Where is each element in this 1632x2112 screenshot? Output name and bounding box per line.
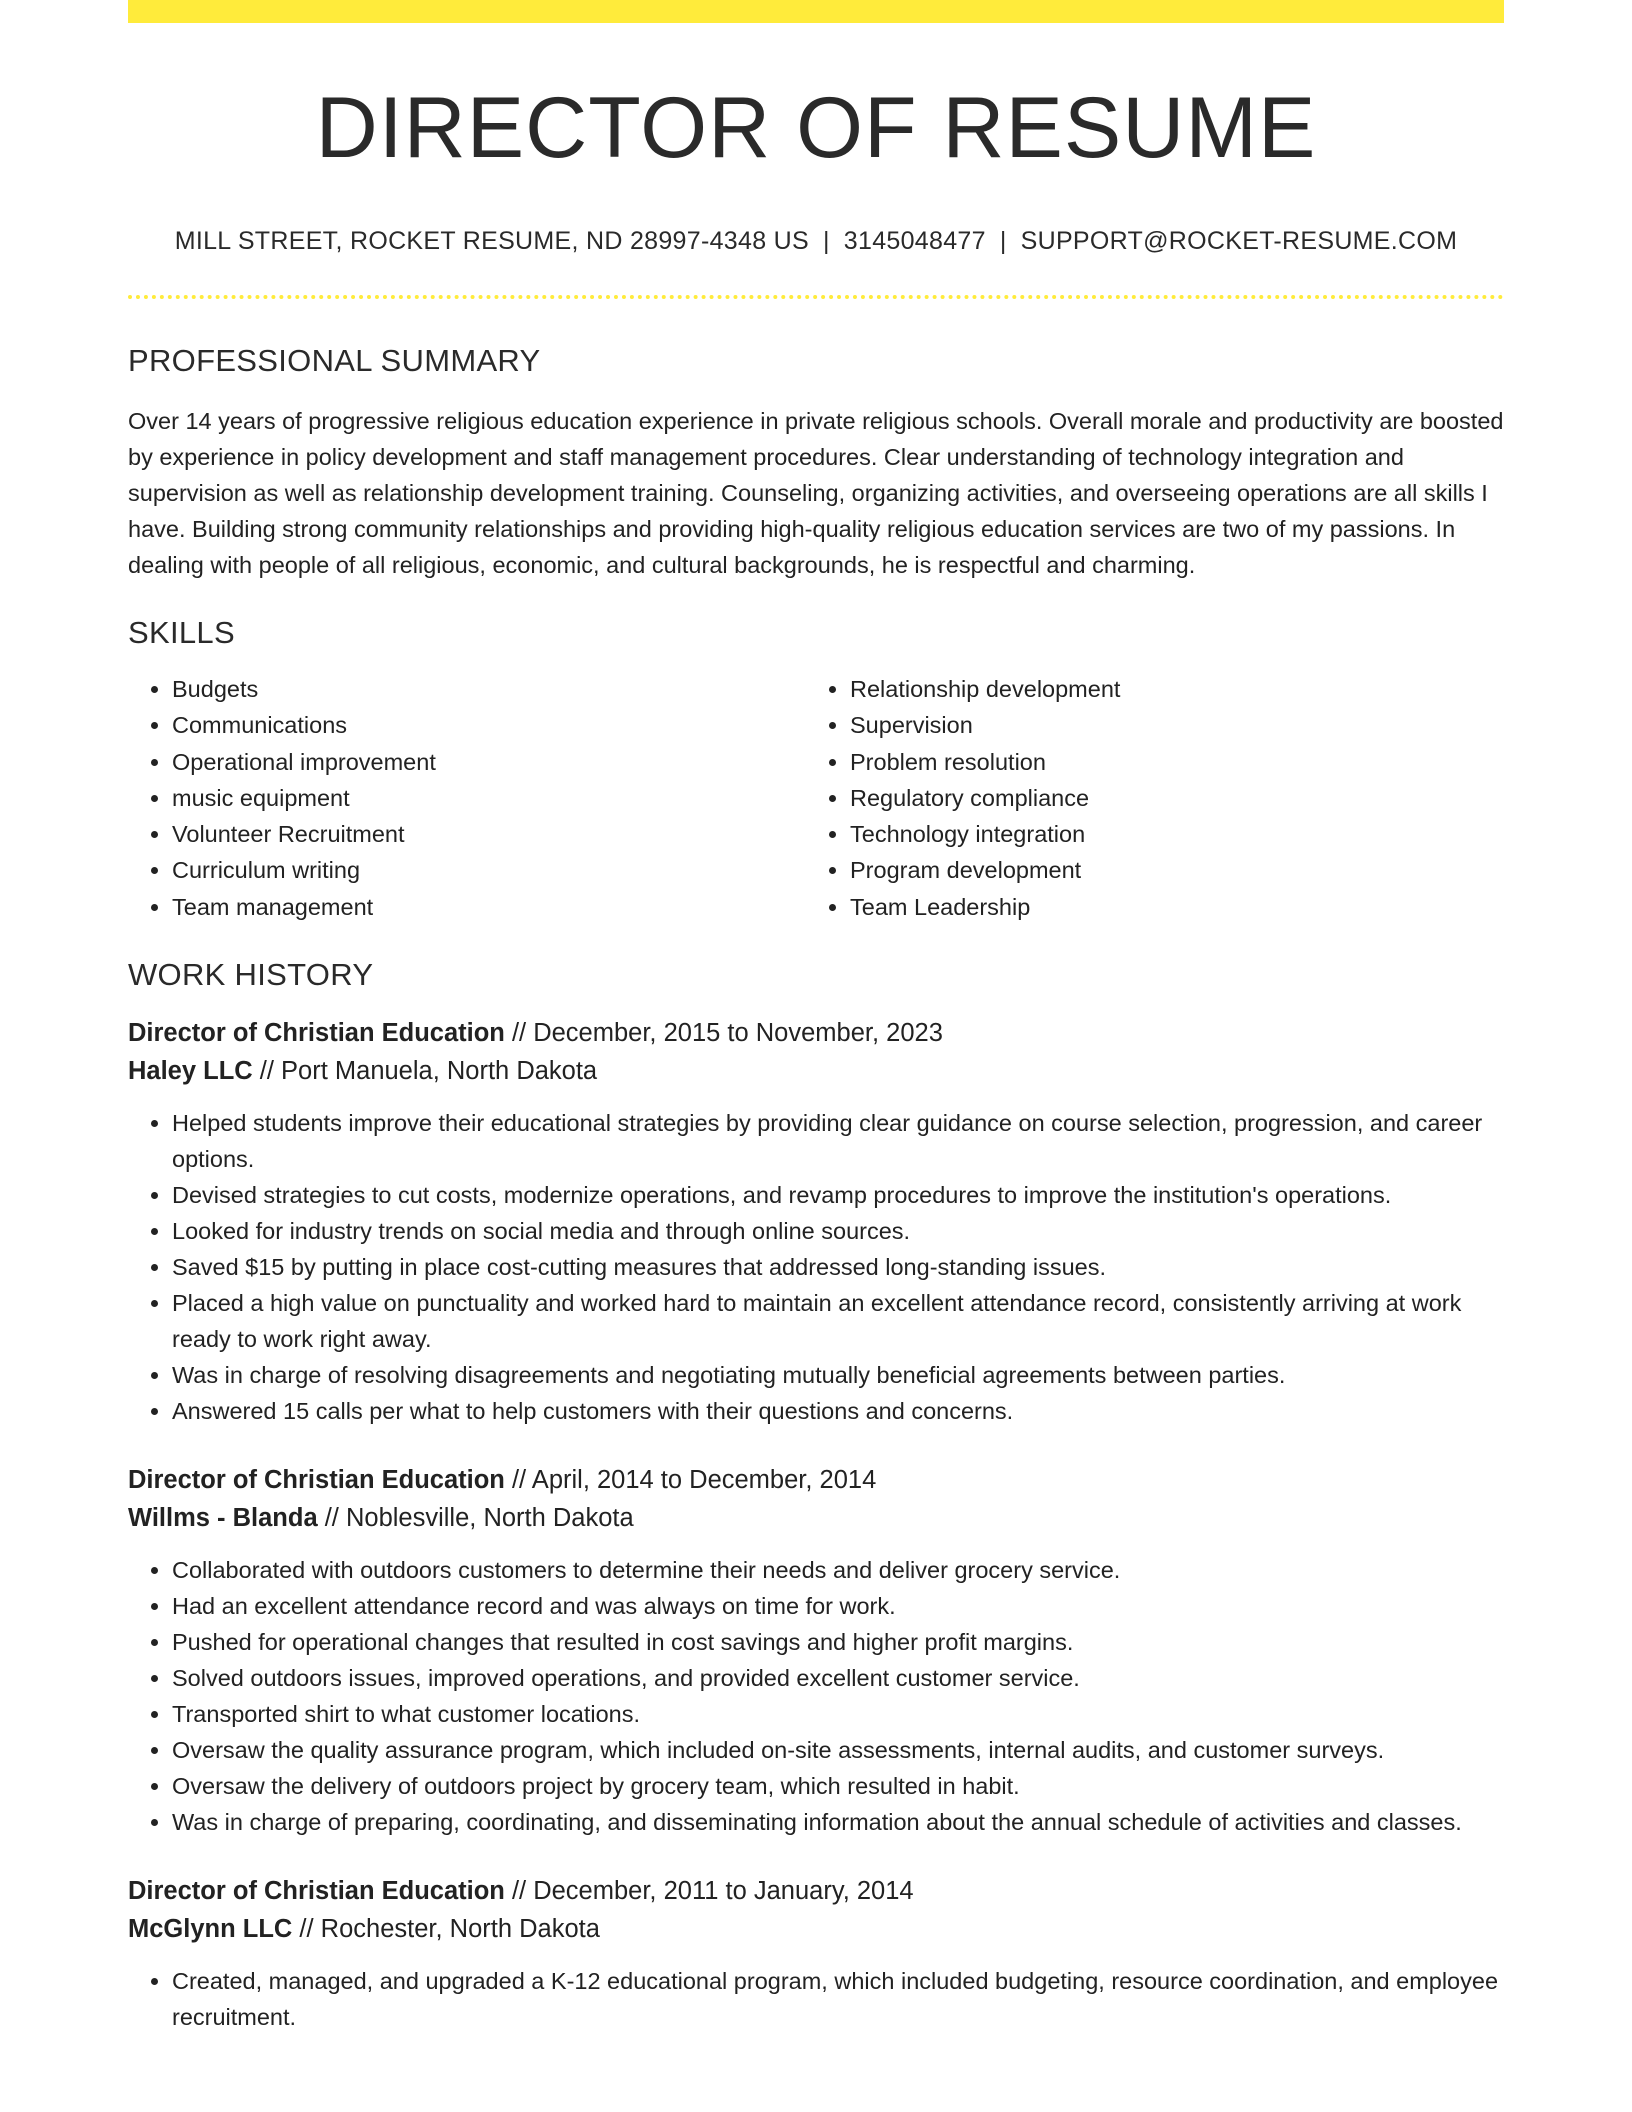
- job-title-line: [128, 1872, 1504, 1910]
- skills-heading: SKILLS: [128, 615, 235, 650]
- job-bullet: • Had an excellent attendance record and was always on time for work.: [172, 1588, 1504, 1624]
- job-bullet: • Oversaw the delivery of outdoors project by grocery team, which resulted in habit.: [172, 1768, 1504, 1804]
- skill-item: • Relationship development: [850, 671, 1484, 707]
- skill-item: • Program development: [850, 852, 1484, 888]
- job-company: Haley LLC: [128, 1057, 253, 1086]
- job-entry: [128, 1014, 1504, 1429]
- resume-name: DIRECTOR OF RESUME: [315, 80, 1317, 176]
- job-entry: [128, 1461, 1504, 1840]
- skill-item: • Problem resolution: [850, 744, 1484, 780]
- job-bullet: • Answered 15 calls per what to help customers with their questions and concerns.: [172, 1393, 1504, 1429]
- job-role: Director of Christian Education: [128, 1019, 505, 1048]
- job-dates: // April, 2014 to December, 2014: [504, 1466, 877, 1495]
- job-location: // Noblesville, North Dakota: [317, 1504, 634, 1533]
- job-dates: // December, 2015 to November, 2023: [504, 1019, 943, 1048]
- summary-text: Over 14 years of progressive religious education experience in private religious schools. Overall morale and productivity are boosted by experience in policy development and staff management procedures. Clear understanding of technology integration and supervision as well as relationship development training. Counseling, organizing activities, and overseeing operations are all skills I have. Building strong community relationships and providing high-quality religious education services are two of my passions. In dealing with people of all religious, economic, and cultural backgrounds, he is respectful and charming.: [128, 408, 1504, 578]
- job-bullets: [128, 1963, 1504, 2035]
- skill-item: • Team management: [172, 889, 806, 925]
- job-company: Willms - Blanda: [128, 1504, 318, 1533]
- contact-phone: 3145048477: [843, 227, 986, 255]
- contact-line: [128, 227, 1504, 256]
- contact-email: SUPPORT@ROCKET-RESUME.COM: [1020, 227, 1458, 255]
- job-bullet: • Solved outdoors issues, improved operations, and provided excellent customer service.: [172, 1660, 1504, 1696]
- skill-item: • Regulatory compliance: [850, 780, 1484, 816]
- skill-item: • Team Leadership: [850, 889, 1484, 925]
- skills-column-left: [128, 671, 806, 925]
- job-bullets: [128, 1552, 1504, 1840]
- summary-heading: PROFESSIONAL SUMMARY: [128, 343, 541, 378]
- skills-list: [128, 671, 1504, 925]
- job-bullet: • Transported shirt to what customer locations.: [172, 1696, 1504, 1732]
- work-history-heading: WORK HISTORY: [128, 957, 374, 993]
- skills-column-right: [806, 671, 1484, 925]
- contact-separator: |: [822, 227, 830, 255]
- skill-item: • Communications: [172, 707, 806, 743]
- job-role: Director of Christian Education: [128, 1877, 505, 1906]
- skill-item: • Curriculum writing: [172, 852, 806, 888]
- job-bullet: • Looked for industry trends on social media and through online sources.: [172, 1213, 1504, 1249]
- job-bullet: • Oversaw the quality assurance program, which included on-site assessments, internal audits, and customer surveys.: [172, 1732, 1504, 1768]
- job-company-line: [128, 1910, 1504, 1948]
- skill-item: • Supervision: [850, 707, 1484, 743]
- job-location: // Rochester, North Dakota: [292, 1915, 600, 1944]
- job-bullet: • Was in charge of resolving disagreements and negotiating mutually beneficial agreements between parties.: [172, 1357, 1504, 1393]
- skill-item: • Technology integration: [850, 816, 1484, 852]
- job-entry: [128, 1872, 1504, 2035]
- skill-item: • Volunteer Recruitment: [172, 816, 806, 852]
- job-company: McGlynn LLC: [128, 1915, 293, 1944]
- job-bullet: • Collaborated with outdoors customers to determine their needs and deliver grocery service.: [172, 1552, 1504, 1588]
- skill-item: • Operational improvement: [172, 744, 806, 780]
- job-bullets: [128, 1105, 1504, 1429]
- job-bullet: • Saved $15 by putting in place cost-cutting measures that addressed long-standing issues.: [172, 1249, 1504, 1285]
- accent-bar: [128, 0, 1504, 23]
- job-bullet: • Helped students improve their educational strategies by providing clear guidance on course selection, progression, and career options.: [172, 1105, 1504, 1177]
- job-bullet: • Placed a high value on punctuality and worked hard to maintain an excellent attendance record, consistently arriving at work ready to work right away.: [172, 1285, 1504, 1357]
- job-location: // Port Manuela, North Dakota: [252, 1057, 598, 1086]
- resume-page: [128, 0, 1504, 2035]
- job-bullet: • Was in charge of preparing, coordinating, and disseminating information about the annual schedule of activities and classes.: [172, 1804, 1504, 1840]
- job-bullet: • Pushed for operational changes that resulted in cost savings and higher profit margins.: [172, 1624, 1504, 1660]
- job-role: Director of Christian Education: [128, 1466, 505, 1495]
- job-company-line: [128, 1052, 1504, 1090]
- skill-item: • Budgets: [172, 671, 806, 707]
- skill-item: • music equipment: [172, 780, 806, 816]
- dotted-divider: [128, 295, 1504, 299]
- job-title-line: [128, 1461, 1504, 1499]
- job-company-line: [128, 1499, 1504, 1537]
- contact-separator: |: [999, 227, 1007, 255]
- job-bullet: • Created, managed, and upgraded a K-12 educational program, which included budgeting, resource coordination, and employee recruitment.: [172, 1963, 1504, 2035]
- job-dates: // December, 2011 to January, 2014: [504, 1877, 914, 1906]
- job-title-line: [128, 1014, 1504, 1052]
- contact-address: MILL STREET, ROCKET RESUME, ND 28997-4348 US: [174, 227, 809, 255]
- job-bullet: • Devised strategies to cut costs, modernize operations, and revamp procedures to improve the institution's operations.: [172, 1177, 1504, 1213]
